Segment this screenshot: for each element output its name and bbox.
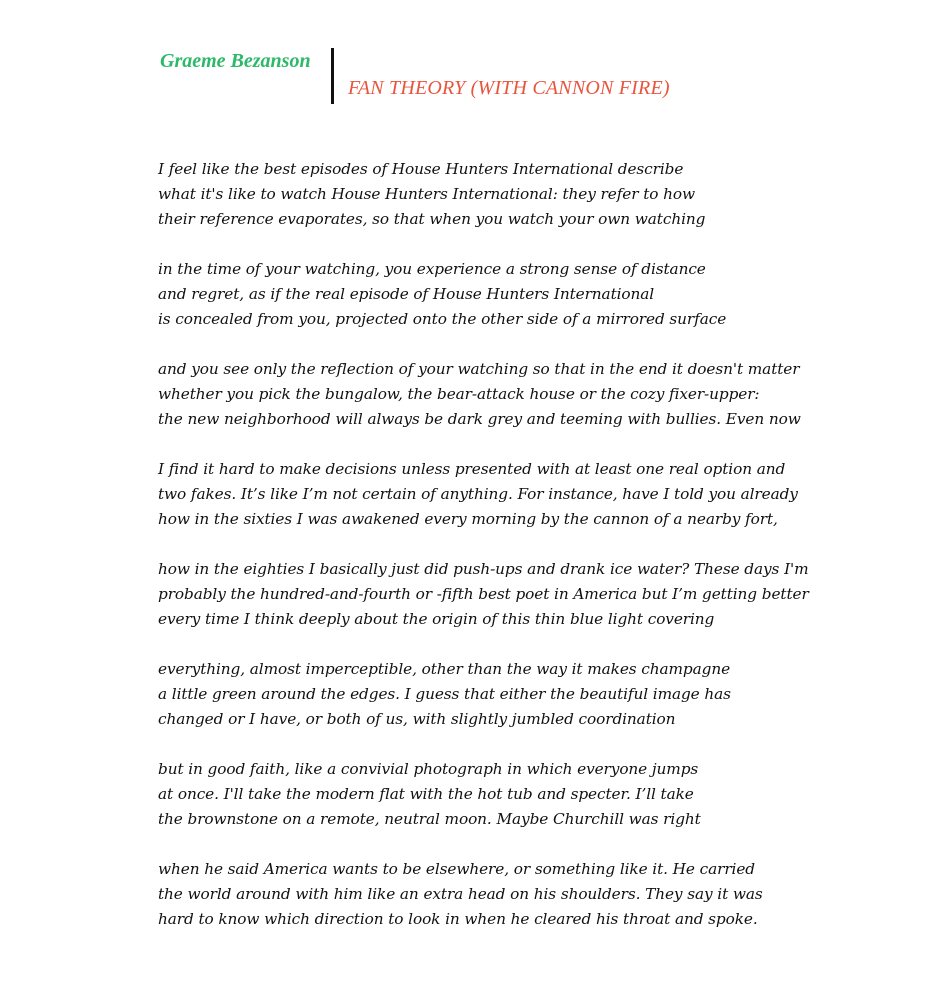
poem-line: how in the eighties I basically just did push-ups and drank ice water? These days I'm bbox=[158, 560, 809, 578]
poem-line: everything, almost imperceptible, other than the way it makes champagne bbox=[158, 660, 731, 678]
poem-line: the new neighborhood will always be dark grey and teeming with bullies. Even now bbox=[158, 410, 801, 428]
poem-title: FAN THEORY (WITH CANNON FIRE) bbox=[348, 77, 670, 99]
stanza-5 bbox=[158, 557, 878, 632]
poem-body bbox=[158, 157, 878, 957]
poem-line: hard to know which direction to look in when he cleared his throat and spoke. bbox=[158, 910, 758, 928]
poem-line: I find it hard to make decisions unless presented with at least one real option and bbox=[158, 460, 786, 478]
poem-line: is concealed from you, projected onto the other side of a mirrored surface bbox=[158, 310, 727, 328]
poem-line: every time I think deeply about the origin of this thin blue light covering bbox=[158, 610, 715, 628]
poem-line: when he said America wants to be elsewhere, or something like it. He carried bbox=[158, 860, 755, 878]
stanza-7 bbox=[158, 757, 878, 832]
poem-header bbox=[0, 0, 944, 120]
poem-line: probably the hundred-and-fourth or -fifth best poet in America but I’m getting better bbox=[158, 585, 809, 603]
stanza-2 bbox=[158, 257, 878, 332]
poem-line: their reference evaporates, so that when you watch your own watching bbox=[158, 210, 706, 228]
poem-line: whether you pick the bungalow, the bear-attack house or the cozy fixer-upper: bbox=[158, 385, 760, 403]
poem-line: but in good faith, like a convivial photograph in which everyone jumps bbox=[158, 760, 699, 778]
stanza-4 bbox=[158, 457, 878, 532]
poem-line: two fakes. It’s like I’m not certain of anything. For instance, have I told you already bbox=[158, 485, 798, 503]
poem-line: at once. I'll take the modern flat with the hot tub and specter. I’ll take bbox=[158, 785, 694, 803]
poem-line: the world around with him like an extra head on his shoulders. They say it was bbox=[158, 885, 763, 903]
poem-line: how in the sixties I was awakened every morning by the cannon of a nearby fort, bbox=[158, 510, 778, 528]
poem-line: the brownstone on a remote, neutral moon. Maybe Churchill was right bbox=[158, 810, 701, 828]
poem-line: in the time of your watching, you experience a strong sense of distance bbox=[158, 260, 706, 278]
poem-line: I feel like the best episodes of House Hunters International describe bbox=[158, 160, 684, 178]
poem-line: and you see only the reflection of your watching so that in the end it doesn't matter bbox=[158, 360, 800, 378]
poem-line: a little green around the edges. I guess that either the beautiful image has bbox=[158, 685, 731, 703]
poem-line: what it's like to watch House Hunters International: they refer to how bbox=[158, 185, 695, 203]
stanza-1 bbox=[158, 157, 878, 232]
author-name: Graeme Bezanson bbox=[160, 50, 311, 72]
stanza-8 bbox=[158, 857, 878, 932]
stanza-3 bbox=[158, 357, 878, 432]
poem-line: changed or I have, or both of us, with slightly jumbled coordination bbox=[158, 710, 676, 728]
stanza-6 bbox=[158, 657, 878, 732]
header-divider bbox=[331, 48, 334, 104]
poem-line: and regret, as if the real episode of House Hunters International bbox=[158, 285, 655, 303]
